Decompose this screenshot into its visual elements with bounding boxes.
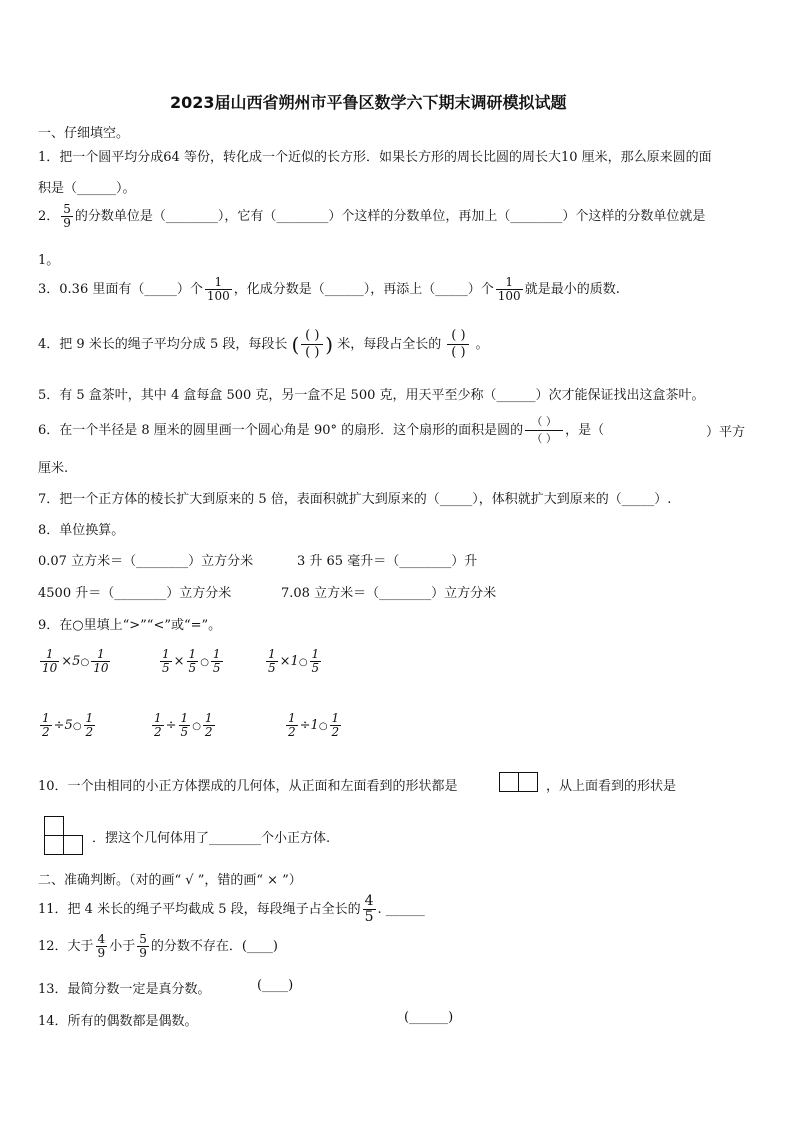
compare-item-4: $\frac{1}{2}$ ÷5○ $\frac{1}{2}$ (42, 711, 94, 739)
question-3: 3．0.36 里面有（_____）个 $\frac{1}{100}$ ，化成分数是（______），再添上（_____）个 $\frac{1}{100}$ 就是最小的质数. (38, 275, 620, 303)
question-13-answer-blank[interactable]: (____) (257, 978, 294, 993)
question-6-line-2: 厘米. (38, 461, 69, 476)
question-8-item-3: 4500 升＝（________）立方分米 (38, 586, 232, 601)
question-10-line-2: ．摆这个几何体用了________个小正方体. (92, 831, 331, 846)
blank-fraction: ( ) ( ) (301, 328, 323, 361)
top-view-shape (44, 816, 84, 856)
question-7: 7．把一个正方体的棱长扩大到原来的 5 倍，表面积就扩大到原来的（_____），体积就扩大到原来的（_____）. (38, 492, 672, 507)
question-5: 5．有 5 盒茶叶，其中 4 盒每盒 500 克，另一盒不足 500 克，用天平至少称（______）次才能保证找出这盒茶叶。 (38, 388, 705, 403)
question-1-line-2: 积是（______）。 (38, 181, 136, 196)
compare-item-6: $\frac{1}{2}$ ÷1○ $\frac{1}{2}$ (288, 711, 340, 739)
question-2-line-2: 1。 (38, 253, 60, 268)
fraction-1-100: $\frac{1}{100}$ (206, 275, 230, 303)
compare-item-1: $\frac{1}{10}$ ×5○ $\frac{1}{10}$ (42, 647, 109, 675)
question-8-item-2: 3 升 65 毫升＝（________）升 (297, 554, 478, 569)
front-left-view-shape (499, 772, 539, 792)
question-11: 11．把 4 米长的绳子平均截成 5 段，每段绳子占全长的 $\frac{4}{5}$ . ______ (38, 893, 425, 925)
question-6-unit: ）平方 (706, 425, 746, 440)
compare-item-5: $\frac{1}{2}$ ÷ $\frac{1}{5}$ ○ $\frac{1}{2}$ (154, 711, 213, 739)
question-9-title: 9．在○里填上“>”“<”或“=”。 (38, 618, 222, 633)
compare-item-3: $\frac{1}{5}$ ×1○ $\frac{1}{5}$ (268, 647, 320, 675)
compare-item-2: $\frac{1}{5}$ × $\frac{1}{5}$ ○ $\frac{1}{5}$ (162, 647, 221, 675)
blank-fraction: ( ) ( ) (447, 328, 469, 361)
blank-fraction: （ ） （ ） (525, 414, 563, 447)
question-14-answer-blank[interactable]: (______) (404, 1010, 454, 1025)
question-10-line-1: 10．一个由相同的小正方体摆成的几何体，从正面和左面看到的形状都是 (38, 779, 458, 794)
question-10-top-view-label: ，从上面看到的形状是 (546, 779, 677, 794)
fraction-1-100: $\frac{1}{100}$ (497, 275, 521, 303)
question-12: 12．大于 $\frac{4}{9}$ 小于 $\frac{5}{9}$ 的分数不存在．(____) (38, 932, 278, 960)
question-1-line-1: 1．把一个圆平均分成64 等份，转化成一个近似的长方形．如果长方形的周长比圆的周长大10 厘米，那么原来圆的面 (38, 150, 712, 165)
question-8-title: 8．单位换算。 (38, 523, 125, 538)
question-2-line-1: 2． $\frac{5}{9}$ 的分数单位是（________），它有（________）个这样的分数单位，再加上（________）个这样的分数单位就是 (38, 202, 706, 230)
question-4: 4．把 9 米长的绳子平均分成 5 段，每段长 ( ( ) ( ) ) 米，每段占全长的 ( ) ( ) 。 (38, 328, 489, 360)
question-6-line-1: 6．在一个半径是 8 厘米的圆里画一个圆心角是 90° 的扇形．这个扇形的面积是圆的 （ ） （ ） ，是（ (38, 415, 605, 445)
question-14: 14．所有的偶数都是偶数。 (38, 1014, 198, 1029)
question-8-item-4: 7.08 立方米＝（________）立方分米 (281, 586, 497, 601)
section-heading-1: 一、仔细填空。 (38, 126, 130, 141)
section-heading-2: 二、准确判断。（对的画“ √ ”，错的画“ × ”） (38, 873, 302, 888)
question-8-item-1: 0.07 立方米＝（________）立方分米 (38, 554, 254, 569)
page-title: 2023届山西省朔州市平鲁区数学六下期末调研模拟试题 (170, 93, 567, 112)
question-13: 13．最简分数一定是真分数。 (38, 982, 211, 997)
fraction-5-9: $\frac{5}{9}$ (63, 202, 71, 230)
